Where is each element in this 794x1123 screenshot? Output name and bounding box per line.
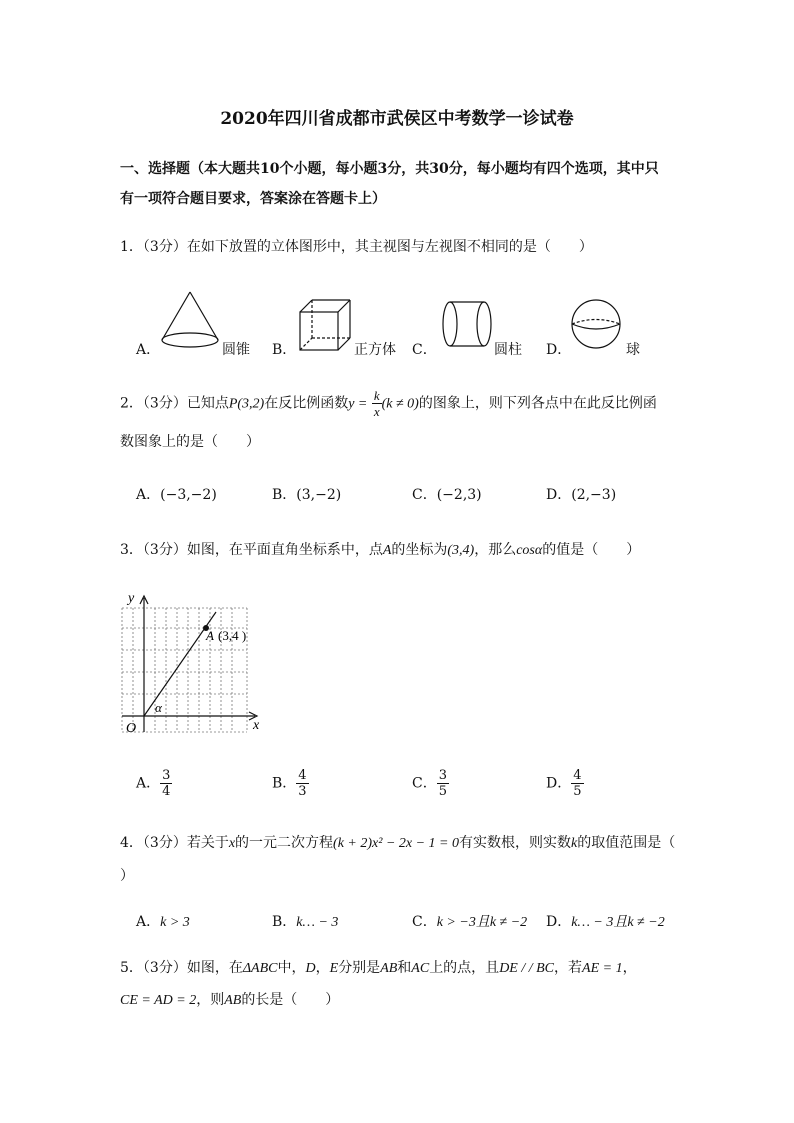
question-2-stem: 2．（3分）已知点P(3,2)在反比例函数y = $\frac{k}{x}$ (k ≠ 0)的图象上，则下列各点中在此反比例函 [120,388,657,419]
q2-option-d[interactable]: D．(2,−3) [546,487,617,503]
question-2-line2: 数图象上的是（ ） [120,434,260,450]
q4-option-b[interactable]: B．k… − 3 [272,914,339,930]
sphere-icon [572,300,620,348]
question-5-line2: CE = AD = 2，则AB的长是（ ） [120,992,340,1008]
option-letter: A． [136,342,161,358]
question-4-line2: ） [120,868,134,884]
q3-option-a[interactable]: A． $\frac{3}{4}$ [136,768,171,799]
q3-option-d[interactable]: D． $\frac{4}{5}$ [546,768,582,799]
option-letter: D． [546,342,572,358]
q1-option-c[interactable] [412,340,437,360]
section-heading-line1: 一、选择题（本大题共10个小题，每小题3分，共30分，每小题均有四个选项，其中只 [120,161,659,177]
function-fraction: $\frac{k}{x}$ [373,388,380,419]
point-p: P(3,2) [228,396,265,412]
alpha-label: α [155,700,162,715]
q4-option-d[interactable]: D．k… − 3且k ≠ −2 [546,914,665,930]
coordinate-grid-figure [110,588,280,748]
q2-option-c[interactable]: C．(−2,3) [412,487,482,503]
x-axis-label: x [253,718,260,733]
q2-option-a[interactable]: A．(−3,−2) [136,487,217,503]
q1-option-b-name: 正方体 [354,342,396,358]
q1-option-a[interactable] [136,340,160,360]
page-title: 2020年四川省成都市武侯区中考数学一诊试卷 [220,109,574,129]
option-letter: C． [412,342,437,358]
y-axis-label: y [128,591,135,606]
section-heading-line2: 有一项符合题目要求，答案涂在答题卡上） [120,191,386,207]
question-5-stem: 5．（3分）如图，在ΔABC中，D，E分别是AB和AC上的点，且DE / / BC，若AE = 1， [120,960,637,976]
cube-icon [300,300,350,350]
q1-option-d[interactable] [546,340,571,360]
q3-option-c[interactable]: C． $\frac{3}{5}$ [412,768,447,799]
question-4-stem: 4．（3分）若关于x的一元二次方程(k + 2)x² − 2x − 1 = 0有实数根，则实数k的取值范围是（ [120,835,676,851]
question-1-stem: 1．（3分）在如下放置的立体图形中，其主视图与左视图不相同的是（ ） [120,239,593,255]
q1-option-d-name: 球 [626,342,640,358]
q4-option-a[interactable]: A．k > 3 [136,914,190,930]
q2-option-b[interactable]: B．(3,−2) [272,487,342,503]
point-a-label: A [206,628,214,643]
q1-option-c-name: 圆柱 [494,342,522,358]
grid-lines [122,608,247,732]
cone-icon [162,292,218,347]
option-letter: B． [272,342,297,358]
question-3-stem: 3．（3分）如图，在平面直角坐标系中，点A的坐标为(3,4)，那么cosα的值是（ ） [120,542,641,558]
point-a-coord: (3,4 ) [218,628,247,643]
q3-option-b[interactable]: B． $\frac{4}{3}$ [272,768,307,799]
origin-label: O [126,721,137,736]
q4-option-c[interactable]: C．k > −3且k ≠ −2 [412,914,528,930]
cylinder-icon [443,302,491,346]
q1-option-a-name: 圆锥 [222,342,250,358]
q1-option-b[interactable] [272,340,296,360]
axes [122,596,257,732]
